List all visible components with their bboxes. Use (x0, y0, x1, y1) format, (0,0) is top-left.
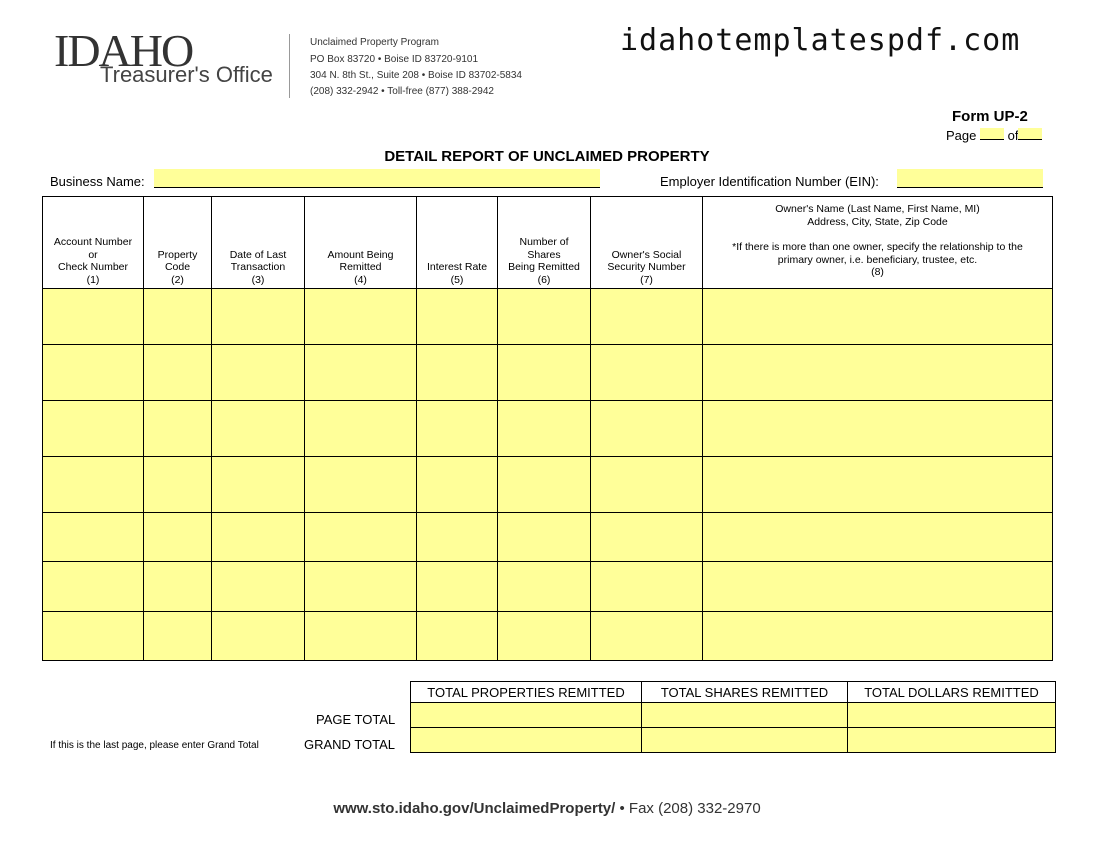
number-of-shares-field[interactable] (498, 345, 591, 401)
ein-label: Employer Identification Number (EIN): (660, 174, 879, 189)
total-properties-header: TOTAL PROPERTIES REMITTED (411, 682, 642, 703)
detail-table (42, 196, 1053, 661)
column-header-owner-ssn: Owner's Social Security Number (7) (591, 197, 703, 289)
business-name-field[interactable] (154, 169, 600, 188)
interest-rate-field[interactable] (417, 401, 498, 457)
table-row (43, 562, 1053, 612)
account-number-field[interactable] (43, 562, 144, 612)
account-number-field[interactable] (43, 401, 144, 457)
page-total-shares-field[interactable] (642, 703, 848, 728)
form-title: DETAIL REPORT OF UNCLAIMED PROPERTY (384, 148, 710, 165)
total-shares-header: TOTAL SHARES REMITTED (642, 682, 848, 703)
date-last-transaction-field[interactable] (212, 401, 305, 457)
page-total-properties-field[interactable] (411, 703, 642, 728)
amount-remitted-field[interactable] (305, 457, 417, 513)
number-of-shares-field[interactable] (498, 513, 591, 562)
business-name-label: Business Name: (50, 174, 145, 189)
property-code-field[interactable] (144, 513, 212, 562)
column-header-date-last-transaction: Date of Last Transaction (3) (212, 197, 305, 289)
owner-ssn-field[interactable] (591, 401, 703, 457)
property-code-field[interactable] (144, 345, 212, 401)
owner-ssn-field[interactable] (591, 612, 703, 661)
account-number-field[interactable] (43, 345, 144, 401)
column-header-interest-rate: Interest Rate (5) (417, 197, 498, 289)
street-address: 304 N. 8th St., Suite 208 • Boise ID 83702-5834 (310, 70, 522, 81)
treasurer-office-logo-text: Treasurer's Office (100, 62, 273, 87)
owner-ssn-field[interactable] (591, 513, 703, 562)
interest-rate-field[interactable] (417, 612, 498, 661)
footer (0, 800, 1094, 817)
table-row (43, 345, 1053, 401)
ein-field[interactable] (897, 169, 1043, 188)
interest-rate-field[interactable] (417, 562, 498, 612)
totals-table (410, 681, 1056, 753)
account-number-field[interactable] (43, 612, 144, 661)
number-of-shares-field[interactable] (498, 612, 591, 661)
date-last-transaction-field[interactable] (212, 562, 305, 612)
table-row (43, 457, 1053, 513)
date-last-transaction-field[interactable] (212, 457, 305, 513)
account-number-field[interactable] (43, 513, 144, 562)
of-label: of (1007, 128, 1019, 143)
page-total-label: PAGE TOTAL (316, 712, 396, 727)
number-of-shares-field[interactable] (498, 562, 591, 612)
page-count-field[interactable] (1018, 128, 1042, 140)
owner-name-address-field[interactable] (703, 457, 1053, 513)
amount-remitted-field[interactable] (305, 513, 417, 562)
account-number-field[interactable] (43, 289, 144, 345)
date-last-transaction-field[interactable] (212, 345, 305, 401)
interest-rate-field[interactable] (417, 457, 498, 513)
page-label: Page (946, 128, 977, 143)
last-page-note: If this is the last page, please enter Grand Total (50, 740, 259, 751)
page-total-row (411, 703, 1056, 728)
owner-name-address-field[interactable] (703, 562, 1053, 612)
owner-ssn-field[interactable] (591, 457, 703, 513)
table-row (43, 289, 1053, 345)
owner-ssn-field[interactable] (591, 562, 703, 612)
property-code-field[interactable] (144, 612, 212, 661)
grand-total-properties-field[interactable] (411, 728, 642, 753)
interest-rate-field[interactable] (417, 289, 498, 345)
amount-remitted-field[interactable] (305, 345, 417, 401)
property-code-field[interactable] (144, 457, 212, 513)
column-header-amount-remitted: Amount Being Remitted (4) (305, 197, 417, 289)
program-name: Unclaimed Property Program (310, 37, 439, 48)
amount-remitted-field[interactable] (305, 612, 417, 661)
watermark-text: idahotemplatespdf.com (620, 23, 1021, 58)
number-of-shares-field[interactable] (498, 401, 591, 457)
owner-name-address-field[interactable] (703, 345, 1053, 401)
totals-header-row (411, 682, 1056, 703)
column-header-number-of-shares: Number of Shares Being Remitted (6) (498, 197, 591, 289)
owner-ssn-field[interactable] (591, 345, 703, 401)
po-box-address: PO Box 83720 • Boise ID 83720-9101 (310, 54, 479, 65)
page-number-line (946, 128, 1042, 143)
date-last-transaction-field[interactable] (212, 289, 305, 345)
column-header-property-code: Property Code (2) (144, 197, 212, 289)
owner-name-address-field[interactable] (703, 612, 1053, 661)
date-last-transaction-field[interactable] (212, 612, 305, 661)
property-code-field[interactable] (144, 401, 212, 457)
table-row (43, 513, 1053, 562)
grand-total-shares-field[interactable] (642, 728, 848, 753)
interest-rate-field[interactable] (417, 345, 498, 401)
footer-fax: • Fax (208) 332-2970 (619, 800, 761, 817)
form-id: Form UP-2 (952, 108, 1028, 125)
footer-url[interactable]: www.sto.idaho.gov/UnclaimedProperty/ (333, 800, 616, 817)
owner-ssn-field[interactable] (591, 289, 703, 345)
table-row (43, 612, 1053, 661)
amount-remitted-field[interactable] (305, 562, 417, 612)
date-last-transaction-field[interactable] (212, 513, 305, 562)
interest-rate-field[interactable] (417, 513, 498, 562)
owner-name-address-field[interactable] (703, 289, 1053, 345)
owner-name-address-field[interactable] (703, 401, 1053, 457)
amount-remitted-field[interactable] (305, 289, 417, 345)
property-code-field[interactable] (144, 289, 212, 345)
grand-total-label: GRAND TOTAL (304, 737, 396, 752)
grand-total-dollars-field[interactable] (848, 728, 1056, 753)
idaho-logo-text: IDAHO (54, 25, 193, 76)
table-row (43, 401, 1053, 457)
column-header-account-number: Account Number or Check Number (1) (43, 197, 144, 289)
column-header-owner-name-address: Owner's Name (Last Name, First Name, MI) Address, City, State, Zip Code *If there is more than one owner, specify the relationship to the primary owner, i.e. beneficiary, trustee, etc. (8) (703, 197, 1053, 289)
page-total-dollars-field[interactable] (848, 703, 1056, 728)
header-divider (289, 34, 290, 98)
number-of-shares-field[interactable] (498, 457, 591, 513)
account-number-field[interactable] (43, 457, 144, 513)
phone-numbers: (208) 332-2942 • Toll-free (877) 388-2942 (310, 86, 494, 97)
table-header-row (43, 197, 1053, 289)
owner-name-address-field[interactable] (703, 513, 1053, 562)
number-of-shares-field[interactable] (498, 289, 591, 345)
grand-total-row (411, 728, 1056, 753)
total-dollars-header: TOTAL DOLLARS REMITTED (848, 682, 1056, 703)
page-number-field[interactable] (980, 128, 1004, 140)
amount-remitted-field[interactable] (305, 401, 417, 457)
property-code-field[interactable] (144, 562, 212, 612)
